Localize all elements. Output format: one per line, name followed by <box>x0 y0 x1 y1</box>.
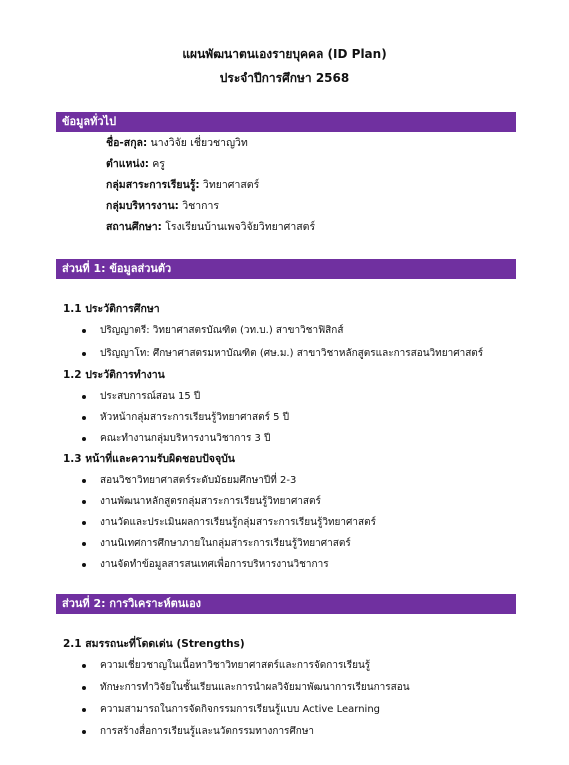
info-label: กลุ่มสาระการเรียนรู้: <box>106 179 200 191</box>
list-item: คณะทำงานกลุ่มบริหารงานวิชาการ 3 ปี <box>100 433 271 444</box>
section-bar-part1: ส่วนที่ 1: ข้อมูลส่วนตัว <box>56 259 516 279</box>
section-bar-part2: ส่วนที่ 2: การวิเคราะห์ตนเอง <box>56 594 516 614</box>
bullet-dot <box>82 416 86 420</box>
bullet-dot <box>82 329 86 333</box>
list-item: งานวัดและประเมินผลการเรียนรู้กลุ่มสาระการเรียนรู้วิทยาศาสตร์ <box>100 517 376 528</box>
info-row-admin-group <box>106 199 219 213</box>
list-item: งานพัฒนาหลักสูตรกลุ่มสาระการเรียนรู้วิทยาศาสตร์ <box>100 496 321 507</box>
list-item: ประสบการณ์สอน 15 ปี <box>100 391 201 402</box>
bullet-dot <box>82 352 86 356</box>
bullet-dot <box>82 395 86 399</box>
info-label: สถานศึกษา: <box>106 221 162 233</box>
list-item: สอนวิชาวิทยาศาสตร์ระดับมัธยมศึกษาปีที่ 2-3 <box>100 475 297 486</box>
list-item: ความสามารถในการจัดกิจกรรมการเรียนรู้แบบ Active Learning <box>100 704 381 715</box>
bullet-dot <box>82 686 86 690</box>
info-row-learning-area <box>106 178 259 192</box>
info-value: โรงเรียนบ้านเพจวิจัยวิทยาศาสตร์ <box>161 221 316 233</box>
bullet-dot <box>82 437 86 441</box>
subheading-strengths: 2.1 สมรรถนะที่โดดเด่น (Strengths) <box>63 638 245 650</box>
list-item: ความเชี่ยวชาญในเนื้อหาวิชาวิทยาศาสตร์และการจัดการเรียนรู้ <box>100 660 371 671</box>
bullet-dot <box>82 542 86 546</box>
bullet-dot <box>82 500 86 504</box>
document-title: แผนพัฒนาตนเองรายบุคคล (ID Plan) <box>182 47 387 61</box>
info-label: กลุ่มบริหารงาน: <box>106 200 179 212</box>
info-row-name <box>106 136 248 150</box>
bullet-dot <box>82 730 86 734</box>
bullet-dot <box>82 479 86 483</box>
info-row-school <box>106 220 315 234</box>
info-value: วิชาการ <box>178 200 220 212</box>
list-item: งานนิเทศการศึกษาภายในกลุ่มสาระการเรียนรู้วิทยาศาสตร์ <box>100 538 351 549</box>
subheading-education: 1.1 ประวัติการศึกษา <box>63 303 160 315</box>
bullet-dot <box>82 521 86 525</box>
list-item: ปริญญาตรี: วิทยาศาสตรบัณฑิต (วท.บ.) สาขาวิชาฟิสิกส์ <box>100 325 344 336</box>
info-row-position <box>106 157 165 171</box>
list-item: งานจัดทำข้อมูลสารสนเทศเพื่อการบริหารงานวิชาการ <box>100 559 329 570</box>
section-bar-general: ข้อมูลทั่วไป <box>56 112 516 132</box>
bullet-dot <box>82 708 86 712</box>
info-value: วิทยาศาสตร์ <box>199 179 260 191</box>
info-value: นางวิจัย เชี่ยวชาญวิท <box>147 137 248 149</box>
list-item: การสร้างสื่อการเรียนรู้และนวัตกรรมทางการศึกษา <box>100 726 315 737</box>
document-subtitle: ประจำปีการศึกษา 2568 <box>219 71 350 85</box>
bullet-dot <box>82 664 86 668</box>
info-value: ครู <box>148 158 165 170</box>
list-item: ปริญญาโท: ศึกษาศาสตรมหาบัณฑิต (ศษ.ม.) สาขาวิชาหลักสูตรและการสอนวิทยาศาสตร์ <box>100 348 484 359</box>
list-item: หัวหน้ากลุ่มสาระการเรียนรู้วิทยาศาสตร์ 5 ปี <box>100 412 290 423</box>
subheading-duties: 1.3 หน้าที่และความรับผิดชอบปัจจุบัน <box>63 453 235 465</box>
subheading-work: 1.2 ประวัติการทำงาน <box>63 369 165 381</box>
info-label: ชื่อ-สกุล: <box>106 137 148 149</box>
info-label: ตำแหน่ง: <box>106 158 149 170</box>
list-item: ทักษะการทำวิจัยในชั้นเรียนและการนำผลวิจัยมาพัฒนาการเรียนการสอน <box>100 682 410 693</box>
bullet-dot <box>82 563 86 567</box>
